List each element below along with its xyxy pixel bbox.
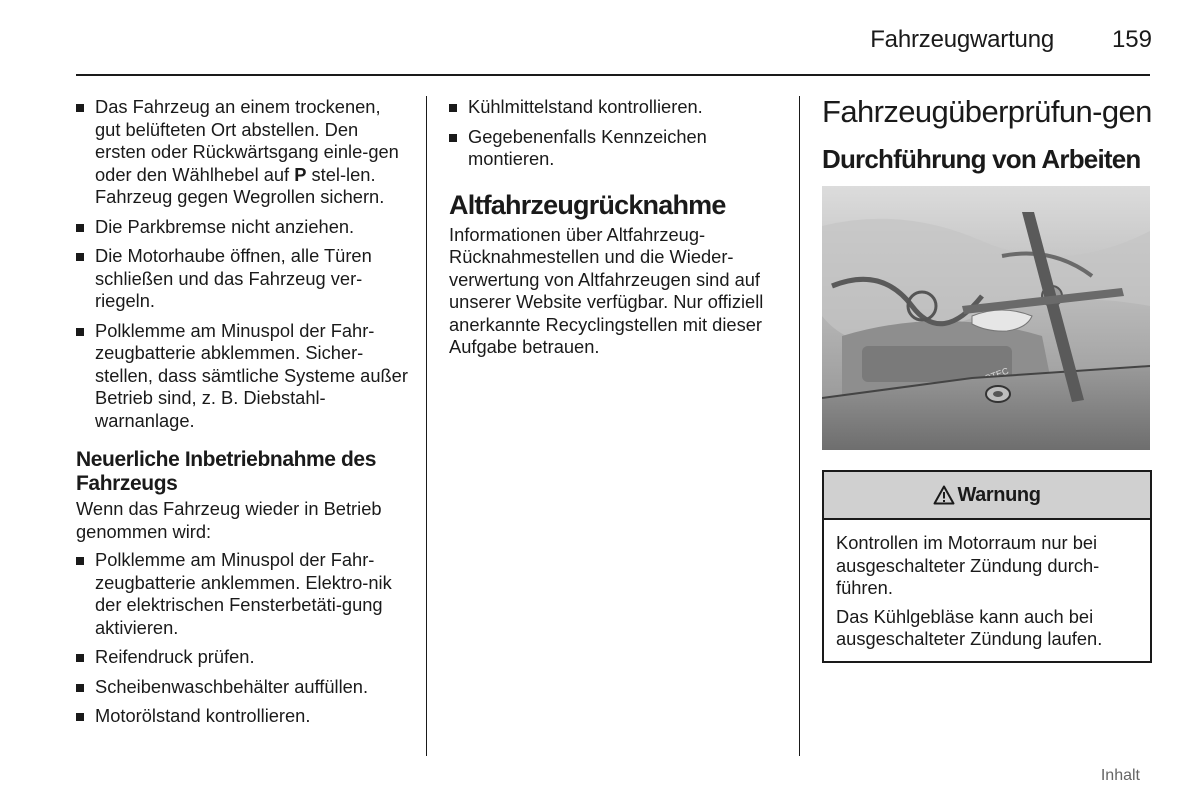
list-item	[76, 705, 411, 728]
list-item-text: Die Motorhaube öffnen, alle Türen schließen und das Fahrzeug ver-riegeln.	[95, 245, 372, 311]
list-item-text: Das Fahrzeug an einem trockenen, gut belüfteten Ort abstellen. Den ersten oder Rückwärtsgang einle-gen oder den Wählhebel auf	[95, 96, 399, 185]
list-item-text: Kühlmittelstand kontrollieren.	[468, 96, 703, 117]
warning-title: Warnung	[957, 483, 1041, 506]
warning-box	[822, 470, 1152, 663]
list-item	[76, 216, 411, 239]
contents-link[interactable]: Inhalt	[1100, 767, 1140, 784]
bullet-square-icon	[449, 104, 457, 112]
list-item	[76, 646, 411, 669]
bullet-square-icon	[76, 104, 84, 112]
warning-body	[824, 520, 1150, 661]
list-item-text: Motorölstand kontrollieren.	[95, 705, 311, 726]
warning-triangle-icon	[933, 485, 955, 505]
bullet-square-icon	[76, 713, 84, 721]
list-item	[76, 96, 411, 209]
column-middle	[449, 96, 779, 365]
column-left	[76, 96, 411, 735]
list-item-text: Gegebenenfalls Kennzeichen montieren.	[468, 125, 707, 169]
bullet-square-icon	[76, 224, 84, 232]
column-divider	[799, 96, 800, 756]
recommissioning-steps-list	[76, 549, 411, 728]
recycling-paragraph: Informationen über Altfahrzeug-Rücknahmestellen und die Wieder-verwertung von Altfahrzeugen sind auf unserer Website verfügbar. Nur offiziell anerkannte Recyclingstellen mit dieser Aufgabe betrauen.	[449, 223, 764, 357]
running-header-title: Fahrzeugwartung	[870, 26, 1054, 53]
subheading-recommissioning: Neuerliche Inbetriebnahme des Fahrzeugs	[76, 448, 376, 495]
list-item	[449, 126, 779, 171]
bullet-square-icon	[76, 253, 84, 261]
intro-paragraph: Wenn das Fahrzeug wieder in Betrieb genommen wird:	[76, 498, 382, 542]
list-item	[76, 320, 411, 433]
list-item-text: Reifendruck prüfen.	[95, 646, 255, 667]
gear-position-p: P	[294, 163, 307, 185]
bullet-square-icon	[76, 684, 84, 692]
final-steps-list	[449, 96, 779, 171]
bullet-square-icon	[76, 557, 84, 565]
storage-steps-list	[76, 96, 411, 432]
list-item	[76, 245, 411, 313]
section-heading-recycling: Altfahrzeugrücknahme	[449, 189, 726, 220]
header-rule	[76, 74, 1150, 76]
column-right	[822, 96, 1152, 663]
warning-header	[824, 472, 1150, 520]
page-number: 159	[1111, 26, 1152, 53]
warning-paragraph: Kontrollen im Motorraum nur bei ausgeschalteter Zündung durch-führen.	[836, 532, 1100, 598]
bullet-square-icon	[449, 134, 457, 142]
engine-bay-photo	[822, 186, 1150, 450]
section-heading-work: Durchführung von Arbeiten	[822, 144, 1141, 174]
engine-bay-illustration	[822, 186, 1150, 450]
list-item	[76, 676, 411, 699]
column-divider	[426, 96, 427, 756]
list-item-text: Scheibenwaschbehälter auffüllen.	[95, 675, 369, 697]
list-item-text: Polklemme am Minuspol der Fahr-zeugbatterie abklemmen. Sicher-stellen, dass sämtliche Systeme außer Betrieb sind, z. B. Diebstahl-warnanlage.	[95, 319, 408, 431]
list-item-text: Die Parkbremse nicht anziehen.	[95, 215, 355, 237]
list-item	[449, 96, 779, 119]
list-item-text-tail: stel-len. Fahrzeug gegen Wegrollen sichern.	[95, 163, 385, 207]
warning-paragraph: Das Kühlgebläse kann auch bei ausgeschalteter Zündung laufen.	[836, 605, 1103, 649]
list-item-text: Polklemme am Minuspol der Fahr-zeugbatterie anklemmen. Elektro-nik der elektrischen Fensterbetäti-gung aktivieren.	[95, 549, 392, 638]
chapter-heading: Fahrzeugüberprüfun-gen	[822, 94, 1152, 129]
bullet-square-icon	[76, 654, 84, 662]
bullet-square-icon	[76, 328, 84, 336]
list-item	[76, 549, 411, 639]
